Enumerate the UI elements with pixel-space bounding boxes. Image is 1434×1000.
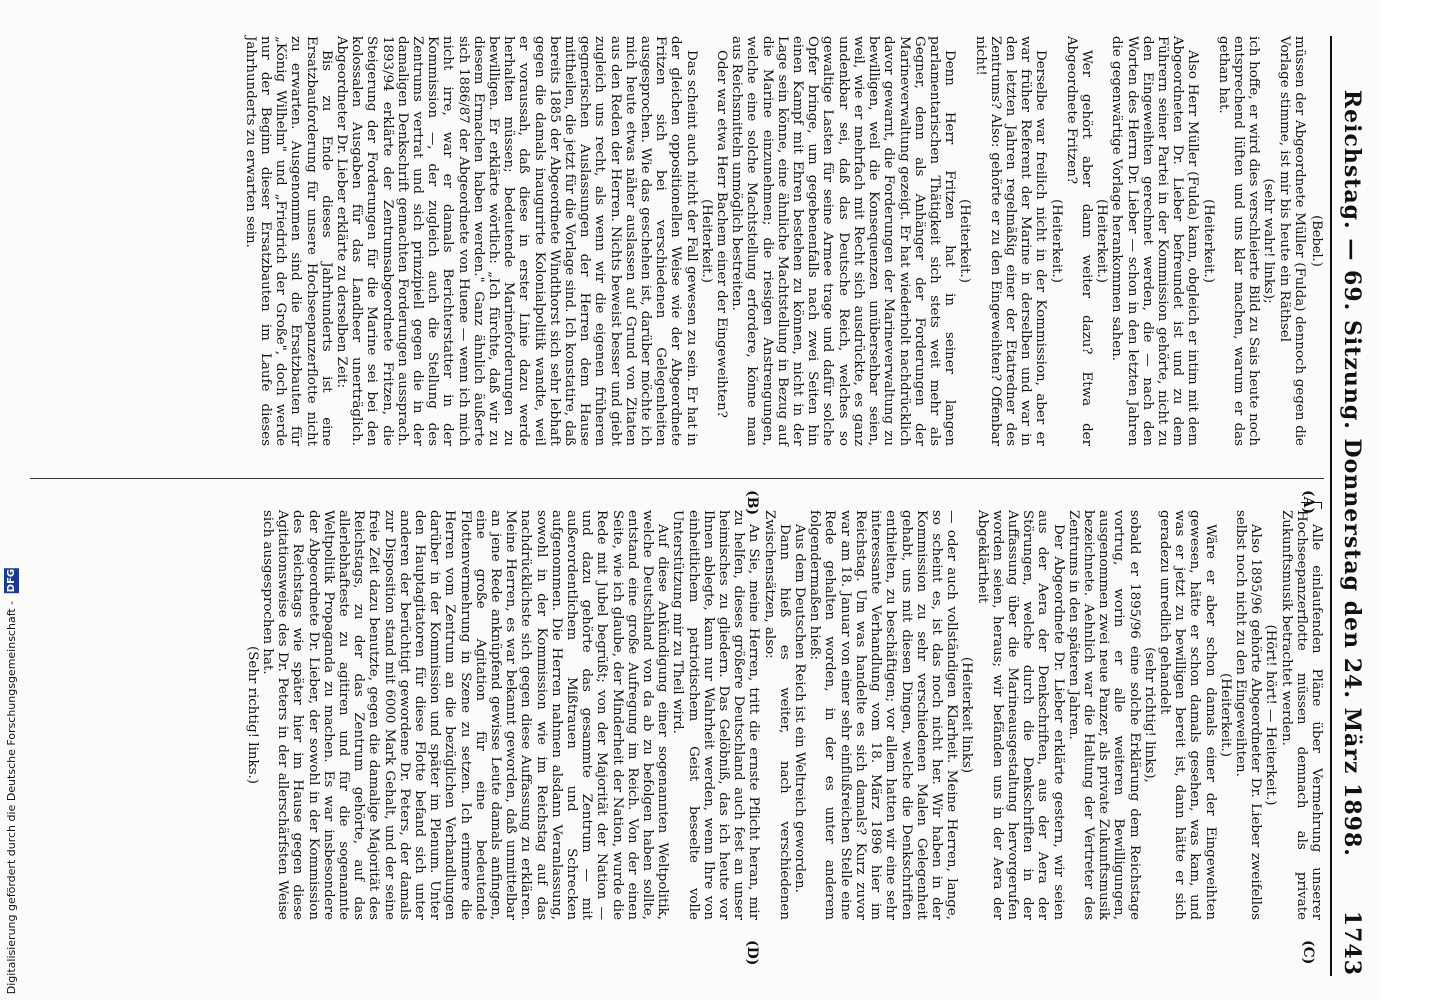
interjection: (Heiterkeit.) — [957, 199, 973, 283]
interjection: (Heiterkeit.) — [1200, 199, 1216, 283]
paragraph: sobald er 1895/96 eine solche Erklärung dem Reichstage vortrug, worin er alle weiteren Bewilligungen, ausgenommen zwei neue Panzer, als private Zukunftsmusik bezeichnete. Aehnlich war die Haltung der Vertreter des Zentrums in den späteren Jahren. — [1065, 510, 1142, 920]
paragraph: müssen der Abgeordnete Müller (Fulda) dennoch gegen die Vorlage stimme, ist mir bis heute ein Räthsel — [1276, 36, 1307, 446]
margin-marker-b: (B) — [744, 490, 760, 516]
paragraph: Wer gehört aber dann weiter dazu? Etwa der Abgeordnete Fritzen? — [1063, 36, 1094, 446]
interjection: (Heiterkeit.) — [1217, 673, 1233, 757]
quotation: Aus dem Deutschen Reich ist ein Weltreich geworden. — [792, 524, 808, 893]
paragraph: Derselbe war freilich nicht in der Kommission, aber er war früher Referent der Marine in derselben und war in den letzten Jahren regelmäßig einer der Etatredner des Zentrums? Also: gehörte er zu den Eingeweihten? Offenbar nicht! — [972, 36, 1049, 446]
paragraph: Auf diese Ankündigung einer sogenannten Weltpolitik, welche Deutschland von da ab zu befolgen haben sollte, entstand eine große Aufregung im Reich. Von der einen Seite, wie ich glaube, der Minderheit der Nation, wurde die Rede mit Jubel begrüßt; von der Majorität der Nation — und dazu gehörte das gesammte Zentrum — mit außerordentlichem Mißtrauen und Schrecken aufgenommen. Die Herren nahmen alsdann Veranlassung, sowohl in der Kommission wie im Reichstag auf das nachdrücklichste sich gegen diese Auffassung zu erklären. Meine Herren, es war bekannt geworden, daß unmittelbar an jene Rede anknüpfend gewisse Leute damals anfingen, eine große Agitation für eine bedeutende Flottenvermehrung in Szene zu setzen. Ich erinnere die Herren vom Zentrum an die bezüglichen Verhandlungen darüber in der Kommission und später im Plenum. Unter den Hauptagitatoren für diese Flotte befand sich unter anderen der berüchtigt gewordene Dr. Peters, der damals zur Disposition stand mit 6000 Mark Gehalt, und der seine freie Zeit dazu benutzte, gegen die damalige Majorität des Reichstags, zu der das Zentrum gehörte, auf das allerlebhafteste zu agitiren und für die sogenannte Weltpolitik Propaganda zu machen. Es war insbesondere der Abgeordnete Dr. Lieber, der sowohl in der Kommission des Reichstags wie später hier im Hause gegen diese Agitationsweise des Dr. Peters in der allerschärfsten Weise sich ausgesprochen hat. — [259, 510, 671, 920]
interjection: (Heiterkeit.) — [1048, 199, 1064, 283]
dfg-logo: DFG — [6, 568, 17, 593]
paragraph: Denn Herr Fritzen hat in seiner langen parlamentarischen Thätigkeit sich stets weit mehr als Gegner, denn als Anhänger der Forderungen der Marineverwaltung gezeigt. Er hat wiederholt nachdrücklich davor gewarnt, die Forderungen der Marineverwaltung zu bewilligen, weil die Konsequenzen unübersehbar seien, weil, wie er mehrfach mit Recht sich ausdrückte, es ganz undenkbar sei, daß das Deutsche Reich, welches so gewaltige Lasten für seine Armee trage und dafür solche Opfer bringe, um gegebenenfalls nach zwei Seiten hin einen Kampf mit Ehren bestehen zu können, nicht in der Lage sein könne, eine ähnliche Machtstellung in Bezug auf die Marine einzunehmen; die riesigen Anstrengungen, welche eine solche Machtstellung erfordere, könne man aus Reichsmitteln unmöglich bestreiten. — [729, 36, 958, 446]
margin-marker-d: (D) — [744, 940, 760, 966]
margin-marker-c: (C) — [1300, 940, 1316, 965]
interjection: (Heiterkeit links) — [959, 656, 975, 774]
page-header — [1334, 36, 1370, 976]
paragraph: Also Herr Müller (Fulda) kann, obgleich er intim mit dem Abgeordneten Dr. Lieber befreundet ist und zu dem Führern seiner Partei in der Kommission gehörte, nicht zu den Eingeweihten gerechnet werden, die — nach den Worten des Herrn Dr. Lieber — schon in den letzten Jahren die gegenwärtige Vorlage herankommen sahen. — [1109, 36, 1201, 446]
paragraph: ich hoffe, er wird dies verschleierte Bild zu Sais heute noch entsprechend lüften und uns klar machen, warum er das gethan hat. — [1215, 36, 1262, 446]
paragraph: — oder auch vollständigen Klarheit. Meine Herren, lange, so scheint es, ist das noch nicht her. Wir haben in der Kommission zu sehr verschiedenen Malen Gelegenheit gehabt, uns mit diesen Dingen, welche die Denkschriften enthielten, zu beschäftigen; vor allem hatten wir eine sehr interessante Verhandlung vom 18. März 1896 hier im Reichstag. Um was handelte es sich damals? Kurz zuvor war am 18. Januar von einer sehr einflußreichen Stelle eine Rede gehalten worden, in der es unter anderem folgendermaßen hieß: — [807, 510, 960, 920]
header-title: Reichstag. — 69. Sitzung. Donnerstag den 24. März 1898. — [1339, 89, 1365, 857]
paragraph: Wäre er aber schon damals einer der Eingeweihten gewesen, hätte er schon damals gesehen, was kam, und was er jetzt zu bewilligen bereit ist, dann hätte er sich geradezu unredlich gehandelt — [1156, 510, 1218, 920]
left-text-column — [30, 36, 1324, 446]
footer-strip — [0, 0, 22, 1000]
interjection: (Heiterkeit.) — [698, 199, 714, 283]
paragraph: Das scheint auch nicht der Fall gewesen zu sein. Er hat in der gleichen oppositionellen Weise wie der Abgeordnete Fritzen sich bei verschiedenen Gelegenheiten ausgesprochen. Wie das geschehen ist, darüber möchte ich mich heute etwas näher auslassen auf Grund von Zitaten aus den Reden der Herren. Nichts beweist besser und giebt zugleich uns recht, als wenn wir die eigenen früheren gegnerischen Auslassungen der Herren dem Hause mittheilen, die jetzt für die Vorlage sind. Ich konstatire, daß bereits 1885 der Abgeordnete Windthorst sich sehr lebhaft gegen die damals inaugurirte Kolonialpolitik wandte, weil er voraussah, daß diese in erster Linie dazu werde herhalten müssen; bedeutende Marineforderungen zu bewilligen. Er erklärte wörtlich: „Ich fürchte, daß wir zu diesem Ermachen haben werden." Ganz ähnlich äußerte sich 1886/87 der Abgeordnete von Huene — wenn ich mich nicht irre, war er damals Berichterstatter in der Kommission —, der zugleich auch die Stellung des Zentrums vertrat und sich prinzipiell gegen die in der damaligen Denkschrift gemachten Forderungen aussprach. 1893/94 erklärte der Zentrumsabgeordnete Fritzen, die Steigerung der Forderungen für die Marine sei bei den kolossalen Ausgaben für das Landheer unerträglich. Abgeordneter Dr. Lieber erklärte zu derselben Zeit: — [334, 36, 699, 446]
page-number: 1743 — [1339, 910, 1365, 976]
paragraph: Oder war etwa Herr Bachem einer der Eingeweihten? — [714, 50, 730, 418]
quotation: An Sie, meine Herren, tritt die ernste Pflicht heran, mir zu helfen, dieses größere Deutschland auch fest an unser heimisches zu gliedern. Das Gelöbniß, das ich heute vor Ihnen ablegte, kann nur Wahrheit werden, wenn Ihre von einheitlichem patriotischem Geist beseelte volle Unterstützung mir zu Theil wird. — [670, 510, 762, 920]
interjection: (Heiterkeit.) — [1094, 199, 1110, 283]
speaker-name: (Bebel.) — [1309, 215, 1324, 267]
paragraph: Alle einlaufenden Pläne über Vermehrung unserer Hochseepanzerflotte müssen demnach als private Zukunftsmusik betrachtet werden. — [1278, 510, 1324, 920]
interjection: (sehr richtig! links), — [1141, 647, 1157, 783]
interjection: (Hört! hört! — Heiterkeit.) — [1263, 624, 1279, 806]
paragraph: Der Abgeordnete Dr. Lieber erklärte gestern, wir seien aus der Aera der Denkschriften, aus der Aera der Störungen, welche durch die Denkschriften in der Auffassung über die Marineausgestaltung hervorgerufen worden seien, heraus; wir befänden uns in der Aera der Abgeklärtheit — [974, 510, 1066, 920]
paragraph: Also 1895/96 gehörte Abgeordneter Dr. Lieber zweifellos selbst noch nicht zu den Eingeweihten. — [1232, 510, 1264, 920]
credit-text: Digitalisierung gefördert durch die Deutsche Forschungsgemeinschaft - — [5, 597, 18, 994]
paragraph: Dann hieß es weiter, nach verschiedenen Zwischensätzen, also: — [761, 510, 792, 920]
right-text-column — [30, 510, 1324, 920]
interjection: (Sehr richtig! links.) — [244, 646, 260, 784]
quotation: Bis zu Ende dieses Jahrhunderts ist eine Ersatzbauforderung für unsere Hochseepanzerflotte nicht zu erwarten. Ausgenommen sind die Ersatzbauten für „König Wilhelm" und „Friedrich der Große", doch werde nur der Beginn dieser Ersatzbauten im Laufe dieses Jahrhunderts zu erwarten sein. — [242, 36, 334, 446]
margin-marker-a: (A) — [1300, 490, 1316, 515]
header-rule — [1330, 36, 1332, 976]
column-divider — [30, 478, 1324, 479]
interjection: (sehr wahr! links); — [1261, 178, 1277, 304]
funding-credit — [4, 568, 19, 994]
